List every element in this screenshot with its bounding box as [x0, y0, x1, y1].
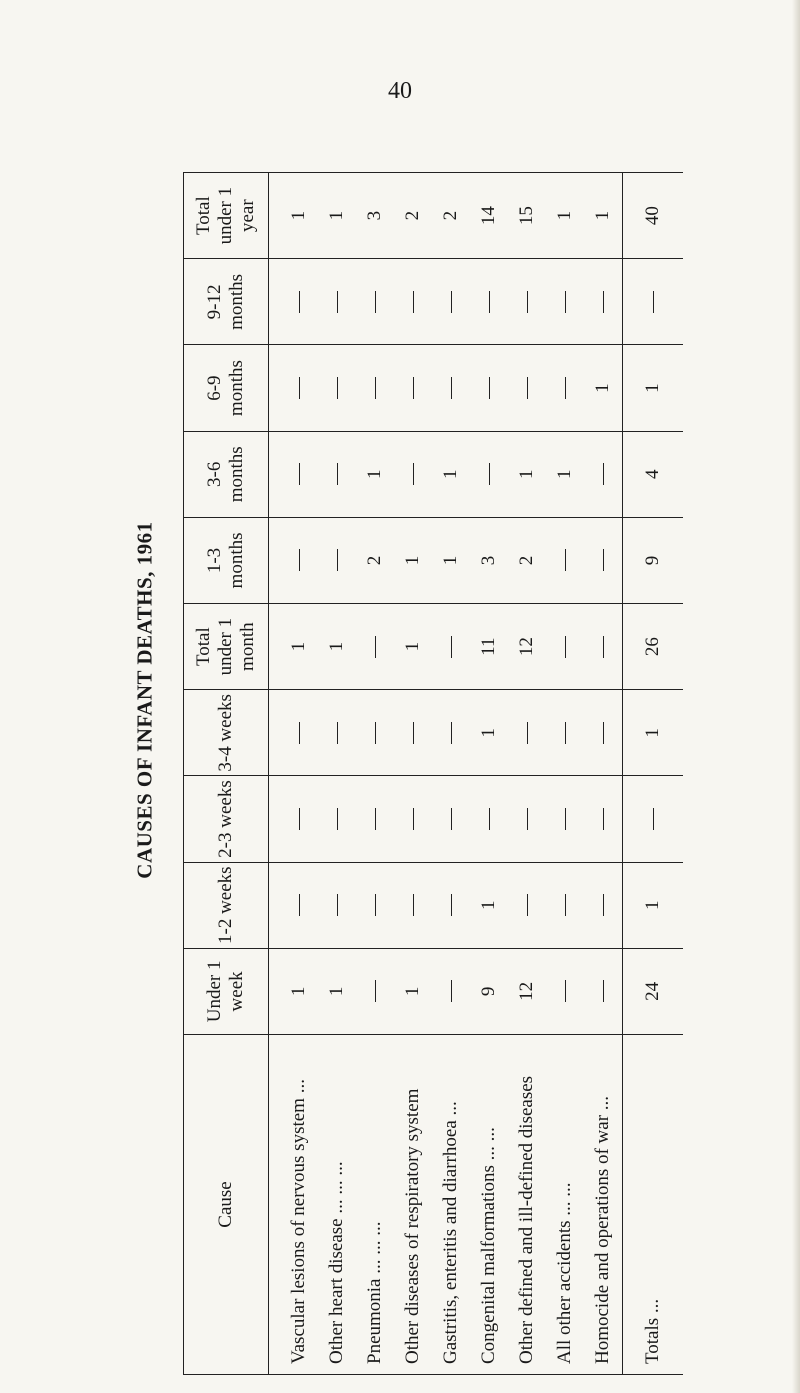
value-cell: [546, 517, 584, 603]
dash-mark: [653, 291, 654, 313]
dash-mark: [603, 636, 604, 658]
value-cell: [508, 776, 546, 862]
totals-label: Totals ...: [623, 1035, 684, 1375]
dash-mark: [527, 291, 528, 313]
value-cell: 1: [318, 173, 356, 259]
dash-mark: [653, 808, 654, 830]
value-cell: 2: [432, 173, 470, 259]
infant-deaths-table-region: [183, 172, 663, 1375]
dash-mark: [451, 377, 452, 399]
value-cell: [432, 776, 470, 862]
table-row: [546, 173, 584, 1375]
value-cell: [394, 345, 432, 431]
value-cell: [584, 776, 623, 862]
value-cell: 1: [432, 517, 470, 603]
value-cell: 1: [269, 604, 319, 690]
value-cell: [318, 776, 356, 862]
dash-mark: [337, 894, 338, 916]
value-cell: 1: [269, 948, 319, 1034]
header-9-12-months: 9-12 months: [184, 259, 269, 345]
value-cell: 3: [470, 517, 508, 603]
cause-cell: Gastritis, enteritis and diarrhoea ...: [432, 1035, 470, 1375]
value-cell: [546, 345, 584, 431]
dash-mark: [451, 894, 452, 916]
value-cell: 1: [470, 862, 508, 948]
value-cell: [318, 259, 356, 345]
value-cell: [546, 604, 584, 690]
dash-mark: [413, 722, 414, 744]
dash-mark: [603, 463, 604, 485]
dash-mark: [337, 549, 338, 571]
value-cell: [584, 690, 623, 776]
value-cell: 1: [623, 690, 684, 776]
dash-mark: [565, 291, 566, 313]
header-1-3-months: 1-3 months: [184, 517, 269, 603]
dash-mark: [375, 808, 376, 830]
dash-mark: [565, 894, 566, 916]
value-cell: [318, 345, 356, 431]
cause-cell: Vascular lesions of nervous system ...: [269, 1035, 319, 1375]
value-cell: [269, 776, 319, 862]
dash-mark: [375, 722, 376, 744]
dash-mark: [565, 377, 566, 399]
value-cell: [584, 259, 623, 345]
header-row: [184, 173, 269, 1375]
dash-mark: [565, 980, 566, 1002]
value-cell: [432, 604, 470, 690]
value-cell: [546, 862, 584, 948]
dash-mark: [565, 808, 566, 830]
value-cell: 1: [394, 948, 432, 1034]
dash-mark: [299, 722, 300, 744]
dash-mark: [375, 636, 376, 658]
dash-mark: [489, 808, 490, 830]
dash-mark: [299, 291, 300, 313]
header-1-2-weeks: 1-2 weeks: [184, 862, 269, 948]
value-cell: [508, 862, 546, 948]
value-cell: 1: [394, 604, 432, 690]
value-cell: [584, 948, 623, 1034]
cause-cell: Pneumonia ... ... ...: [356, 1035, 394, 1375]
dash-mark: [603, 549, 604, 571]
value-cell: 15: [508, 173, 546, 259]
value-cell: 3: [356, 173, 394, 259]
value-cell: 12: [508, 604, 546, 690]
table-row: [318, 173, 356, 1375]
header-6-9-months: 6-9 months: [184, 345, 269, 431]
dash-mark: [565, 636, 566, 658]
value-cell: [318, 517, 356, 603]
dash-mark: [565, 722, 566, 744]
value-cell: 2: [356, 517, 394, 603]
value-cell: 1: [546, 173, 584, 259]
dash-mark: [603, 808, 604, 830]
value-cell: [508, 345, 546, 431]
value-cell: 1: [546, 431, 584, 517]
dash-mark: [489, 463, 490, 485]
value-cell: [269, 431, 319, 517]
value-cell: [470, 345, 508, 431]
value-cell: [432, 690, 470, 776]
value-cell: [318, 862, 356, 948]
dash-mark: [489, 291, 490, 313]
header-under-1-week: Under 1 week: [184, 948, 269, 1034]
value-cell: [269, 345, 319, 431]
value-cell: [356, 948, 394, 1034]
value-cell: [356, 259, 394, 345]
value-cell: 11: [470, 604, 508, 690]
table-title: CAUSES OF INFANT DEATHS, 1961: [132, 521, 157, 879]
value-cell: [546, 776, 584, 862]
value-cell: 1: [508, 431, 546, 517]
cause-cell: Other heart disease ... ... ...: [318, 1035, 356, 1375]
value-cell: [356, 345, 394, 431]
dash-mark: [337, 463, 338, 485]
value-cell: [394, 690, 432, 776]
value-cell: [546, 690, 584, 776]
value-cell: 2: [508, 517, 546, 603]
dash-mark: [337, 808, 338, 830]
cause-cell: Other defined and ill-defined diseases: [508, 1035, 546, 1375]
value-cell: 1: [432, 431, 470, 517]
dash-mark: [375, 980, 376, 1002]
dash-mark: [337, 377, 338, 399]
table-row: [269, 173, 319, 1375]
value-cell: 1: [584, 345, 623, 431]
dash-mark: [489, 377, 490, 399]
value-cell: [269, 690, 319, 776]
value-cell: [432, 948, 470, 1034]
value-cell: [470, 431, 508, 517]
header-total-under-1-month: Total under 1 month: [184, 604, 269, 690]
dash-mark: [299, 377, 300, 399]
dash-mark: [527, 377, 528, 399]
dash-mark: [413, 291, 414, 313]
value-cell: [584, 604, 623, 690]
value-cell: 1: [394, 517, 432, 603]
value-cell: 1: [356, 431, 394, 517]
value-cell: 1: [269, 173, 319, 259]
value-cell: 24: [623, 948, 684, 1034]
value-cell: [432, 862, 470, 948]
infant-deaths-table: [183, 172, 683, 1375]
value-cell: [318, 690, 356, 776]
dash-mark: [603, 894, 604, 916]
value-cell: [269, 862, 319, 948]
value-cell: 9: [470, 948, 508, 1034]
table-row: [508, 173, 546, 1375]
value-cell: [394, 431, 432, 517]
totals-row: [623, 173, 684, 1375]
table-row: [470, 173, 508, 1375]
value-cell: [356, 862, 394, 948]
dash-mark: [603, 722, 604, 744]
cause-cell: Homocide and operations of war ...: [584, 1035, 623, 1375]
dash-mark: [451, 980, 452, 1002]
value-cell: [432, 259, 470, 345]
value-cell: [508, 259, 546, 345]
value-cell: [584, 517, 623, 603]
value-cell: 12: [508, 948, 546, 1034]
value-cell: 9: [623, 517, 684, 603]
dash-mark: [375, 377, 376, 399]
dash-mark: [527, 722, 528, 744]
value-cell: [394, 862, 432, 948]
dash-mark: [527, 894, 528, 916]
value-cell: [269, 517, 319, 603]
value-cell: [356, 604, 394, 690]
value-cell: 1: [318, 604, 356, 690]
value-cell: 1: [584, 173, 623, 259]
value-cell: [394, 259, 432, 345]
dash-mark: [375, 291, 376, 313]
dash-mark: [451, 636, 452, 658]
value-cell: [394, 776, 432, 862]
dash-mark: [451, 722, 452, 744]
page-number: 40: [388, 78, 412, 104]
dash-mark: [337, 291, 338, 313]
value-cell: 1: [623, 862, 684, 948]
dash-mark: [603, 980, 604, 1002]
dash-mark: [451, 808, 452, 830]
value-cell: 1: [470, 690, 508, 776]
value-cell: [508, 690, 546, 776]
dash-mark: [413, 463, 414, 485]
value-cell: 26: [623, 604, 684, 690]
value-cell: 1: [623, 345, 684, 431]
dash-mark: [565, 549, 566, 571]
cause-cell: All other accidents ... ...: [546, 1035, 584, 1375]
dash-mark: [299, 894, 300, 916]
value-cell: [584, 431, 623, 517]
cause-cell: Congenital malformations ... ...: [470, 1035, 508, 1375]
value-cell: [584, 862, 623, 948]
value-cell: [470, 259, 508, 345]
value-cell: 2: [394, 173, 432, 259]
header-2-3-weeks: 2-3 weeks: [184, 776, 269, 862]
value-cell: 1: [318, 948, 356, 1034]
value-cell: [432, 345, 470, 431]
value-cell: [623, 776, 684, 862]
dash-mark: [299, 463, 300, 485]
dash-mark: [337, 722, 338, 744]
value-cell: [318, 431, 356, 517]
dash-mark: [375, 894, 376, 916]
table-row: [356, 173, 394, 1375]
dash-mark: [413, 808, 414, 830]
dash-mark: [603, 291, 604, 313]
header-cause: Cause: [184, 1035, 269, 1375]
value-cell: 4: [623, 431, 684, 517]
value-cell: 14: [470, 173, 508, 259]
dash-mark: [299, 549, 300, 571]
dash-mark: [413, 894, 414, 916]
table-row: [394, 173, 432, 1375]
dash-mark: [413, 377, 414, 399]
value-cell: [470, 776, 508, 862]
table-row: [432, 173, 470, 1375]
header-total-under-1-year: Total under 1 year: [184, 173, 269, 259]
value-cell: [356, 690, 394, 776]
value-cell: [623, 259, 684, 345]
value-cell: [546, 948, 584, 1034]
header-3-6-months: 3-6 months: [184, 431, 269, 517]
dash-mark: [451, 291, 452, 313]
value-cell: 40: [623, 173, 684, 259]
value-cell: [546, 259, 584, 345]
header-3-4-weeks: 3-4 weeks: [184, 690, 269, 776]
cause-cell: Other diseases of respiratory system: [394, 1035, 432, 1375]
dash-mark: [299, 808, 300, 830]
page-edge-shadow: [792, 0, 800, 1393]
value-cell: [356, 776, 394, 862]
table-row: [584, 173, 623, 1375]
dash-mark: [527, 808, 528, 830]
value-cell: [269, 259, 319, 345]
